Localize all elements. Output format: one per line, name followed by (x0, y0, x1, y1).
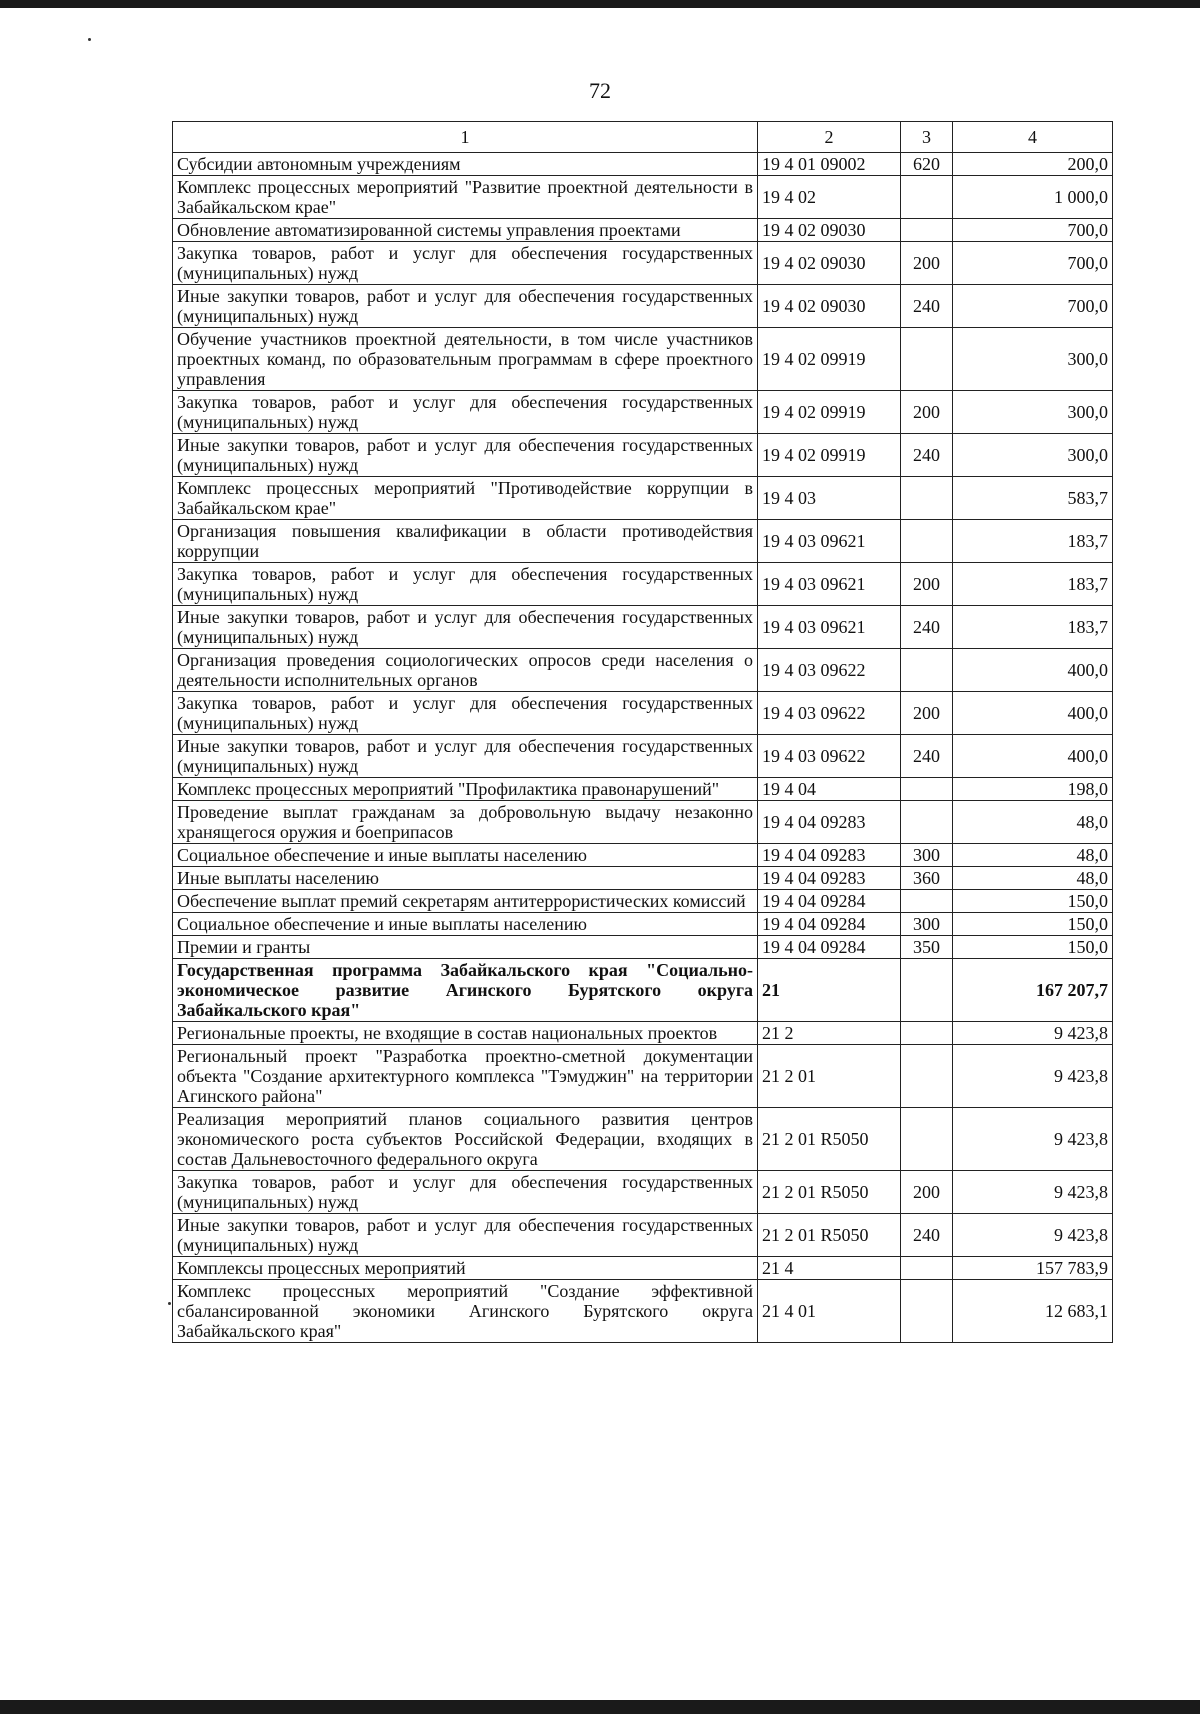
row-type-cell (901, 649, 953, 692)
table-row (173, 153, 1113, 176)
scan-border-top (0, 0, 1200, 8)
row-type-cell (901, 1280, 953, 1343)
row-name-cell: Иные закупки товаров, работ и услуг для обеспечения государственных (муниципальных) нужд (173, 434, 758, 477)
row-code-cell: 19 4 01 09002 (758, 153, 901, 176)
row-name-cell: Премии и гранты (173, 936, 758, 959)
row-name-cell: Закупка товаров, работ и услуг для обеспечения государственных (муниципальных) нужд (173, 391, 758, 434)
row-code-cell: 19 4 04 09283 (758, 801, 901, 844)
table-row (173, 890, 1113, 913)
row-amount-cell: 183,7 (953, 606, 1113, 649)
table-row (173, 1171, 1113, 1214)
table-row (173, 563, 1113, 606)
table-row (173, 936, 1113, 959)
row-code-cell: 19 4 04 09284 (758, 936, 901, 959)
row-type-cell: 240 (901, 1214, 953, 1257)
table-row (173, 913, 1113, 936)
row-type-cell: 240 (901, 606, 953, 649)
row-type-cell (901, 328, 953, 391)
page-number: 72 (589, 78, 611, 103)
row-name-cell: Субсидии автономным учреждениям (173, 153, 758, 176)
row-code-cell: 19 4 03 (758, 477, 901, 520)
row-code-cell: 19 4 04 09283 (758, 844, 901, 867)
row-name-cell: Реализация мероприятий планов социального развития центров экономического роста субъектов Российской Федерации, входящих в состав Дальневосточного федерального округа (173, 1108, 758, 1171)
row-code-cell: 19 4 02 09919 (758, 434, 901, 477)
row-code-cell: 19 4 04 (758, 778, 901, 801)
row-name-cell: Комплекс процессных мероприятий "Противодействие коррупции в Забайкальском крае" (173, 477, 758, 520)
table-row (173, 328, 1113, 391)
row-code-cell: 19 4 02 09919 (758, 328, 901, 391)
row-name-cell: Региональный проект "Разработка проектно-сметной документации объекта "Создание архитектурного комплекса "Тэмуджин" на территории Агинского района" (173, 1045, 758, 1108)
row-amount-cell: 700,0 (953, 219, 1113, 242)
table-row (173, 735, 1113, 778)
row-amount-cell: 48,0 (953, 867, 1113, 890)
row-amount-cell: 183,7 (953, 520, 1113, 563)
table-row (173, 1045, 1113, 1108)
row-code-cell: 21 2 01 R5050 (758, 1171, 901, 1214)
row-type-cell (901, 959, 953, 1022)
row-code-cell: 19 4 03 09622 (758, 735, 901, 778)
row-amount-cell: 700,0 (953, 285, 1113, 328)
row-type-cell (901, 801, 953, 844)
table-row (173, 867, 1113, 890)
table-row (173, 242, 1113, 285)
row-code-cell: 21 4 01 (758, 1280, 901, 1343)
row-code-cell: 19 4 02 09919 (758, 391, 901, 434)
row-type-cell: 200 (901, 692, 953, 735)
row-name-cell: Организация повышения квалификации в области противодействия коррупции (173, 520, 758, 563)
row-code-cell: 19 4 02 09030 (758, 285, 901, 328)
header-col-3: 3 (901, 122, 953, 153)
row-code-cell: 19 4 04 09284 (758, 913, 901, 936)
row-amount-cell: 150,0 (953, 890, 1113, 913)
row-code-cell: 19 4 03 09621 (758, 520, 901, 563)
row-amount-cell: 48,0 (953, 844, 1113, 867)
row-code-cell: 21 (758, 959, 901, 1022)
row-amount-cell: 150,0 (953, 936, 1113, 959)
row-name-cell: Проведение выплат гражданам за добровольную выдачу незаконно хранящегося оружия и боеприпасов (173, 801, 758, 844)
row-amount-cell: 183,7 (953, 563, 1113, 606)
row-name-cell: Комплекс процессных мероприятий "Развитие проектной деятельности в Забайкальском крае" (173, 176, 758, 219)
row-type-cell: 620 (901, 153, 953, 176)
row-amount-cell: 150,0 (953, 913, 1113, 936)
row-type-cell (901, 219, 953, 242)
row-type-cell: 200 (901, 1171, 953, 1214)
row-type-cell: 240 (901, 285, 953, 328)
row-name-cell: Комплекс процессных мероприятий "Создание эффективной сбалансированной экономики Агинского Бурятского округа Забайкальского края" (173, 1280, 758, 1343)
row-name-cell: Закупка товаров, работ и услуг для обеспечения государственных (муниципальных) нужд (173, 563, 758, 606)
row-type-cell (901, 1022, 953, 1045)
row-amount-cell: 300,0 (953, 391, 1113, 434)
row-type-cell (901, 1045, 953, 1108)
row-code-cell: 19 4 04 09284 (758, 890, 901, 913)
header-col-2: 2 (758, 122, 901, 153)
header-col-1: 1 (173, 122, 758, 153)
row-code-cell: 19 4 02 (758, 176, 901, 219)
budget-table (172, 121, 1113, 1343)
row-amount-cell: 157 783,9 (953, 1257, 1113, 1280)
row-amount-cell: 12 683,1 (953, 1280, 1113, 1343)
table-row (173, 520, 1113, 563)
row-amount-cell: 9 423,8 (953, 1045, 1113, 1108)
row-amount-cell: 400,0 (953, 692, 1113, 735)
row-type-cell: 300 (901, 844, 953, 867)
row-amount-cell: 300,0 (953, 434, 1113, 477)
row-type-cell (901, 477, 953, 520)
row-name-cell: Организация проведения социологических опросов среди населения о деятельности исполнительных органов (173, 649, 758, 692)
table-header-row (173, 122, 1113, 153)
row-amount-cell: 400,0 (953, 735, 1113, 778)
row-amount-cell: 198,0 (953, 778, 1113, 801)
row-type-cell: 350 (901, 936, 953, 959)
row-name-cell: Обновление автоматизированной системы управления проектами (173, 219, 758, 242)
table-row (173, 219, 1113, 242)
row-type-cell: 200 (901, 391, 953, 434)
row-name-cell: Обеспечение выплат премий секретарям антитеррористических комиссий (173, 890, 758, 913)
row-name-cell: Иные закупки товаров, работ и услуг для обеспечения государственных (муниципальных) нужд (173, 735, 758, 778)
row-name-cell: Закупка товаров, работ и услуг для обеспечения государственных (муниципальных) нужд (173, 692, 758, 735)
table-row (173, 1108, 1113, 1171)
row-name-cell: Комплексы процессных мероприятий (173, 1257, 758, 1280)
row-amount-cell: 48,0 (953, 801, 1113, 844)
row-amount-cell: 9 423,8 (953, 1108, 1113, 1171)
row-type-cell (901, 1257, 953, 1280)
row-name-cell: Иные выплаты населению (173, 867, 758, 890)
row-name-cell: Иные закупки товаров, работ и услуг для обеспечения государственных (муниципальных) нужд (173, 285, 758, 328)
scan-speck (88, 38, 91, 41)
table-row (173, 434, 1113, 477)
row-code-cell: 21 2 (758, 1022, 901, 1045)
row-type-cell: 200 (901, 242, 953, 285)
row-type-cell (901, 778, 953, 801)
row-type-cell: 300 (901, 913, 953, 936)
row-code-cell: 19 4 03 09622 (758, 692, 901, 735)
row-amount-cell: 9 423,8 (953, 1214, 1113, 1257)
row-amount-cell: 400,0 (953, 649, 1113, 692)
row-name-cell: Закупка товаров, работ и услуг для обеспечения государственных (муниципальных) нужд (173, 242, 758, 285)
row-amount-cell: 200,0 (953, 153, 1113, 176)
row-code-cell: 21 2 01 R5050 (758, 1214, 901, 1257)
row-type-cell: 200 (901, 563, 953, 606)
table-row (173, 844, 1113, 867)
row-name-cell: Региональные проекты, не входящие в состав национальных проектов (173, 1022, 758, 1045)
row-name-cell: Государственная программа Забайкальского края "Социально-экономическое развитие Агинского Бурятского округа Забайкальского края" (173, 959, 758, 1022)
scan-speck (168, 1302, 171, 1305)
row-type-cell (901, 890, 953, 913)
table-row (173, 959, 1113, 1022)
row-type-cell (901, 1108, 953, 1171)
row-amount-cell: 9 423,8 (953, 1022, 1113, 1045)
row-code-cell: 19 4 02 09030 (758, 242, 901, 285)
row-amount-cell: 583,7 (953, 477, 1113, 520)
row-type-cell: 240 (901, 434, 953, 477)
row-code-cell: 19 4 02 09030 (758, 219, 901, 242)
table-row (173, 1280, 1113, 1343)
table-row (173, 285, 1113, 328)
row-name-cell: Иные закупки товаров, работ и услуг для обеспечения государственных (муниципальных) нужд (173, 1214, 758, 1257)
table-row (173, 692, 1113, 735)
scan-border-bottom (0, 1700, 1200, 1714)
row-name-cell: Иные закупки товаров, работ и услуг для обеспечения государственных (муниципальных) нужд (173, 606, 758, 649)
table-row (173, 391, 1113, 434)
row-amount-cell: 700,0 (953, 242, 1113, 285)
table-row (173, 649, 1113, 692)
row-name-cell: Социальное обеспечение и иные выплаты населению (173, 844, 758, 867)
table-row (173, 477, 1113, 520)
row-code-cell: 19 4 03 09622 (758, 649, 901, 692)
row-code-cell: 21 4 (758, 1257, 901, 1280)
table-row (173, 1022, 1113, 1045)
row-amount-cell: 167 207,7 (953, 959, 1113, 1022)
row-amount-cell: 300,0 (953, 328, 1113, 391)
row-code-cell: 19 4 04 09283 (758, 867, 901, 890)
table-row (173, 801, 1113, 844)
row-name-cell: Закупка товаров, работ и услуг для обеспечения государственных (муниципальных) нужд (173, 1171, 758, 1214)
row-code-cell: 21 2 01 (758, 1045, 901, 1108)
row-name-cell: Комплекс процессных мероприятий "Профилактика правонарушений" (173, 778, 758, 801)
table-row (173, 1257, 1113, 1280)
row-amount-cell: 1 000,0 (953, 176, 1113, 219)
table-row (173, 606, 1113, 649)
row-name-cell: Обучение участников проектной деятельности, в том числе участников проектных команд, по образовательным программам в сфере проектного управления (173, 328, 758, 391)
row-code-cell: 19 4 03 09621 (758, 563, 901, 606)
row-type-cell: 240 (901, 735, 953, 778)
table-row (173, 1214, 1113, 1257)
row-code-cell: 21 2 01 R5050 (758, 1108, 901, 1171)
row-type-cell (901, 520, 953, 563)
row-code-cell: 19 4 03 09621 (758, 606, 901, 649)
header-col-4: 4 (953, 122, 1113, 153)
table-row (173, 176, 1113, 219)
table-row (173, 778, 1113, 801)
row-name-cell: Социальное обеспечение и иные выплаты населению (173, 913, 758, 936)
row-amount-cell: 9 423,8 (953, 1171, 1113, 1214)
row-type-cell (901, 176, 953, 219)
row-type-cell: 360 (901, 867, 953, 890)
